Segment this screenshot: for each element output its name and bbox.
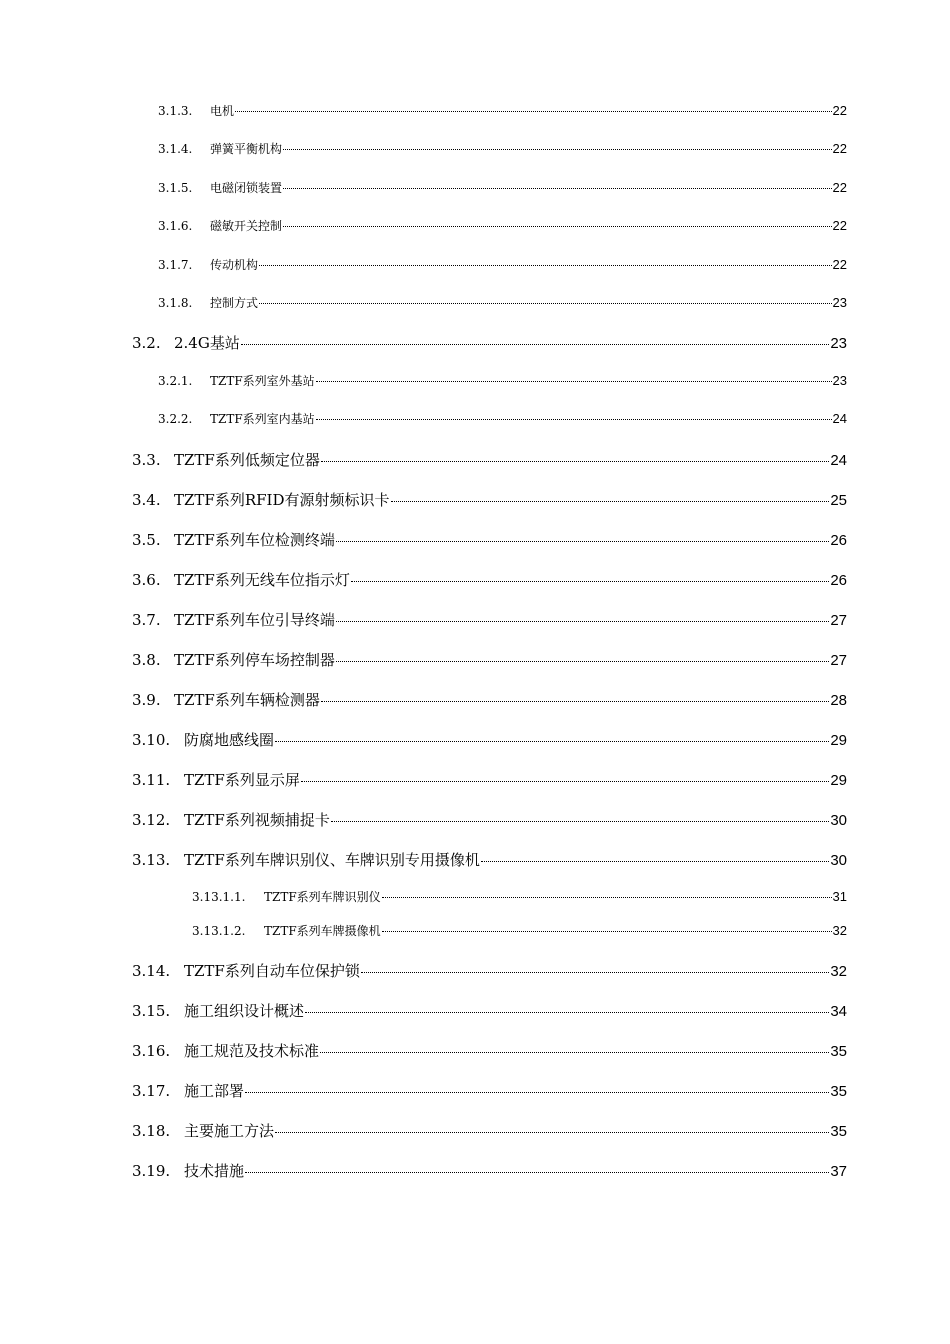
- toc-entry-page: 25: [830, 492, 847, 509]
- toc-entry-page: 32: [830, 963, 847, 980]
- toc-entry-title: TZTF系列室内基站: [210, 412, 315, 426]
- toc-entry[interactable]: [158, 102, 847, 119]
- toc-entry[interactable]: [132, 569, 847, 590]
- toc-entry[interactable]: [132, 689, 847, 710]
- toc-entry-number: 3.1.7.: [158, 258, 193, 272]
- toc-entry-number: 3.16.: [132, 1042, 171, 1060]
- toc-entry-number: 3.11.: [132, 771, 171, 789]
- toc-entry[interactable]: [132, 449, 847, 470]
- dot-leader: [321, 461, 829, 462]
- toc-entry-number: 3.1.3.: [158, 104, 193, 118]
- toc-entry[interactable]: [132, 729, 847, 750]
- dot-leader: [382, 897, 832, 898]
- toc-entry-number: 3.9.: [132, 691, 161, 709]
- toc-entry[interactable]: [132, 1000, 847, 1021]
- toc-entry-title: TZTF系列车牌识别仪: [264, 890, 381, 904]
- dot-leader: [391, 501, 830, 502]
- toc-entry-title: 技术措施: [184, 1162, 245, 1180]
- dot-leader: [336, 661, 829, 662]
- dot-leader: [331, 821, 829, 822]
- toc-entry[interactable]: [132, 960, 847, 981]
- toc-entry-page: 26: [830, 572, 847, 589]
- toc-entry[interactable]: [158, 179, 847, 196]
- toc-entry-page: 27: [830, 652, 847, 669]
- toc-entry-page: 24: [830, 452, 847, 469]
- toc-entry-page: 35: [830, 1043, 847, 1060]
- toc-entry-title: 主要施工方法: [184, 1122, 275, 1140]
- toc-entry-number: 3.4.: [132, 491, 161, 509]
- toc-entry-title: TZTF系列无线车位指示灯: [174, 571, 350, 589]
- dot-leader: [245, 1172, 829, 1173]
- toc-entry-number: 3.1.5.: [158, 181, 193, 195]
- toc-entry-title: 施工部署: [184, 1082, 245, 1100]
- toc-entry[interactable]: [132, 1080, 847, 1101]
- toc-entry[interactable]: [192, 888, 847, 905]
- toc-entry-page: 23: [832, 295, 847, 310]
- toc-entry-page: 34: [830, 1003, 847, 1020]
- toc-entry-number: 3.7.: [132, 611, 161, 629]
- dot-leader: [283, 149, 832, 150]
- toc-entry-title: 控制方式: [210, 296, 259, 310]
- toc-entry[interactable]: [132, 1120, 847, 1141]
- toc-entry-number: 3.13.1.1.: [192, 890, 246, 904]
- dot-leader: [336, 621, 829, 622]
- toc-entry-page: 22: [832, 141, 847, 156]
- dot-leader: [259, 265, 832, 266]
- toc-entry-number: 3.13.1.2.: [192, 924, 246, 938]
- toc-entry-page: 22: [832, 218, 847, 233]
- dot-leader: [301, 781, 829, 782]
- dot-leader: [351, 581, 829, 582]
- toc-entry[interactable]: [132, 1160, 847, 1181]
- dot-leader: [275, 1132, 829, 1133]
- toc-entry-page: 23: [830, 335, 847, 352]
- toc-entry-page: 35: [830, 1083, 847, 1100]
- dot-leader: [241, 344, 829, 345]
- dot-leader: [245, 1092, 829, 1093]
- toc-entry-number: 3.13.: [132, 851, 171, 869]
- toc-entry-number: 3.15.: [132, 1002, 171, 1020]
- toc-entry-title: TZTF系列RFID有源射频标识卡: [174, 491, 390, 509]
- toc-entry-page: 30: [830, 812, 847, 829]
- toc-entry-title: 电磁闭锁装置: [210, 181, 283, 195]
- dot-leader: [481, 861, 829, 862]
- dot-leader: [382, 931, 832, 932]
- toc-entry-number: 3.1.4.: [158, 142, 193, 156]
- dot-leader: [283, 188, 832, 189]
- toc-entry-page: 22: [832, 257, 847, 272]
- toc-entry[interactable]: [158, 140, 847, 157]
- toc-entry-page: 22: [832, 180, 847, 195]
- toc-entry-page: 29: [830, 732, 847, 749]
- dot-leader: [320, 1052, 829, 1053]
- toc-entry[interactable]: [158, 372, 847, 389]
- dot-leader: [259, 303, 832, 304]
- toc-entry[interactable]: [158, 256, 847, 273]
- toc-entry-page: 30: [830, 852, 847, 869]
- toc-entry[interactable]: [132, 849, 847, 870]
- dot-leader: [305, 1012, 829, 1013]
- toc-entry-page: 23: [832, 373, 847, 388]
- toc-entry-title: 施工规范及技术标准: [184, 1042, 320, 1060]
- toc-entry-number: 3.1.8.: [158, 296, 193, 310]
- toc-entry[interactable]: [192, 922, 847, 939]
- toc-entry-number: 3.19.: [132, 1162, 171, 1180]
- toc-entry-title: TZTF系列车位检测终端: [174, 531, 335, 549]
- toc-entry[interactable]: [132, 1040, 847, 1061]
- dot-leader: [316, 381, 832, 382]
- toc-entry-page: 24: [832, 411, 847, 426]
- toc-entry-number: 3.1.6.: [158, 219, 193, 233]
- toc-entry-number: 3.17.: [132, 1082, 171, 1100]
- toc-entry[interactable]: [158, 217, 847, 234]
- toc-entry-page: 35: [830, 1123, 847, 1140]
- toc-entry-title: TZTF系列停车场控制器: [174, 651, 335, 669]
- toc-entry-title: TZTF系列自动车位保护锁: [184, 962, 360, 980]
- toc-entry-title: 磁敏开关控制: [210, 219, 283, 233]
- toc-entry-page: 26: [830, 532, 847, 549]
- toc-entry-page: 29: [830, 772, 847, 789]
- toc-entry-title: 2.4G基站: [174, 334, 240, 352]
- toc-entry-title: 传动机构: [210, 258, 259, 272]
- toc-entry-number: 3.3.: [132, 451, 161, 469]
- toc-entry-number: 3.14.: [132, 962, 171, 980]
- toc-entry-title: TZTF系列视频捕捉卡: [184, 811, 330, 829]
- toc-entry-title: TZTF系列车牌识别仪、车牌识别专用摄像机: [184, 851, 480, 869]
- toc-entry-title: TZTF系列车位引导终端: [174, 611, 335, 629]
- dot-leader: [275, 741, 829, 742]
- toc-entry-page: 22: [832, 103, 847, 118]
- toc-entry-number: 3.10.: [132, 731, 171, 749]
- toc-entry-number: 3.5.: [132, 531, 161, 549]
- toc-entry[interactable]: [132, 489, 847, 510]
- toc-entry[interactable]: [132, 529, 847, 550]
- toc-entry-number: 3.12.: [132, 811, 171, 829]
- toc-entry-title: TZTF系列室外基站: [210, 374, 315, 388]
- dot-leader: [316, 419, 832, 420]
- toc-entry[interactable]: [158, 294, 847, 311]
- dot-leader: [336, 541, 829, 542]
- toc-entry-title: TZTF系列低频定位器: [174, 451, 320, 469]
- toc-entry-title: 施工组织设计概述: [184, 1002, 305, 1020]
- toc-entry-title: 弹簧平衡机构: [210, 142, 283, 156]
- toc-entry-title: 防腐地感线圈: [184, 731, 275, 749]
- dot-leader: [283, 226, 832, 227]
- toc-entry-number: 3.18.: [132, 1122, 171, 1140]
- toc-entry-page: 32: [832, 923, 847, 938]
- toc-entry[interactable]: [132, 332, 847, 353]
- toc-entry-title: TZTF系列显示屏: [184, 771, 300, 789]
- toc-entry-title: TZTF系列车牌摄像机: [264, 924, 381, 938]
- toc-entry-number: 3.2.1.: [158, 374, 193, 388]
- toc-entry-page: 27: [830, 612, 847, 629]
- toc-entry-title: 电机: [210, 104, 235, 118]
- toc-entry[interactable]: [158, 410, 847, 427]
- toc-entry-page: 28: [830, 692, 847, 709]
- toc-entry-title: TZTF系列车辆检测器: [174, 691, 320, 709]
- dot-leader: [361, 972, 829, 973]
- toc-entry[interactable]: [132, 809, 847, 830]
- toc-entry[interactable]: [132, 649, 847, 670]
- toc-entry-number: 3.2.2.: [158, 412, 193, 426]
- toc-entry[interactable]: [132, 609, 847, 630]
- toc-entry-page: 37: [830, 1163, 847, 1180]
- toc-entry-page: 31: [832, 889, 847, 904]
- toc-entry-number: 3.2.: [132, 334, 161, 352]
- dot-leader: [321, 701, 829, 702]
- toc-entry-number: 3.8.: [132, 651, 161, 669]
- toc-entry-number: 3.6.: [132, 571, 161, 589]
- toc-entry[interactable]: [132, 769, 847, 790]
- dot-leader: [235, 111, 832, 112]
